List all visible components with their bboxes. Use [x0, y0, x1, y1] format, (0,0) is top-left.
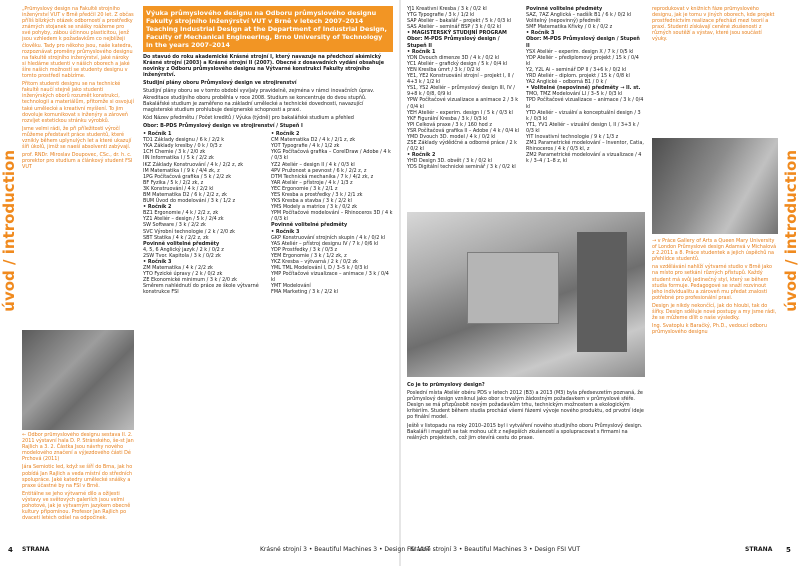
- footer-text-left: Krásné strojní 3 • Beautiful Machines 3 • Design FSI VUT: [260, 546, 431, 553]
- course-line: YMT Modelování: [271, 283, 311, 290]
- intro-lead: Do stavuó do roku akademické Krásné strojní I, který navazuje na předchozí akémický Krásné strojní (2003) a Krásné strojní II (2007). Obecné z dosavadních vydání obsahuje novinky z Odboru průmyslového designu na Výtvarné konstrukci Fakulty strojního inženýrství.: [143, 54, 385, 79]
- course-line: ZM1 Parametrické modelování – Inventor, Catia, Rhinoceros / 4 k / 0/3 kl, z: [526, 140, 644, 153]
- course-line: 1CH Chemie / 3 k / 2/0 zk: [143, 149, 206, 156]
- course-line: 2SW Tvor. Kapitola / 3 k / 0/2 zk: [143, 252, 221, 259]
- course-line: BF Fyzika / 5 k / 2/2 zk, z: [143, 179, 204, 186]
- course-list-electives: [526, 6, 644, 164]
- column-intro: [22, 6, 134, 332]
- column-what-is-design: [407, 382, 645, 540]
- footer-brand-right: [745, 544, 772, 556]
- course-line: TPD Počítačové vizualizace – animace / 3 k / 0/4 kl: [526, 97, 644, 110]
- photo-detail-figure: [577, 232, 627, 352]
- course-line: YEC Ergonomie / 3 k / 2/1 z: [271, 185, 338, 192]
- course-lists-bachelor: [143, 131, 393, 296]
- course-line: TD1 Základy designu / 6 k / 2/2 k: [143, 137, 225, 144]
- course-line: YMD Dvouch 3D. model / 4 k / 0/2 kl: [407, 133, 496, 140]
- footer-brand-name-right: STRANA: [745, 546, 773, 553]
- course-line: ZM Matematika / 4 k / 2/2 zk: [143, 265, 213, 272]
- course-line: YT1, YV1 Ateliér – vizuální design I, II / 3+3 k / 0/3 kl: [526, 121, 639, 134]
- right-paragraph-3: Design je nikdy nekončící, jak do hloubi, tak do šířky. Design sděluje nové postupy a my jsme rádi, že se můžeme dílít o naše výsledky.: [652, 302, 777, 322]
- section-heading-studyplans: Studijní plány oboru Průmyslový design ve strojirenství: [143, 80, 297, 87]
- heading-what-is-design: Co je to průmyslový design?: [407, 382, 485, 388]
- intro-paragraph-3: Jsme velmi rádi, že při příležitosti výročí můžeme představit práce studentů, které vznikly během uplynulých let a které ukazují šíři úkolů, jimiž se naeší absolventi zabývají.: [22, 125, 132, 151]
- column-right-text: [652, 6, 778, 136]
- course-list-master: [407, 6, 519, 171]
- course-line: YTO Fyzické úpravy / 2 k / 0/2 zk: [143, 271, 223, 278]
- intro-paragraph-1: „Průmyslový design na Fakultě strojního inženýrství VUT v Brně předčil 20 let. Z občas příliš blízkých otázek odborností a prostředky známých stojanek se snášky roážeme pro své pohyby, zábou účinnou plasticitou, jenž jsou vzhledem k požadavkům co nejblížeji člověku. Tady pro někoho jsou, naše katedra, rozpoznávat proměny průmyslového designu na fakultě strojního inženýrství, jaké nároky si hledáme studenti v nášich oborech a jaké šíre našich možností se studenty designu v tomto prostředí nabízíme.: [22, 6, 134, 80]
- course-line: CM Matematika D2 / 4 k / 2/1 z, zk: [271, 137, 356, 144]
- course-line: • MAGISTERSKÝ STUDIJNÍ PROGRAM: [407, 30, 507, 37]
- rajlich-paragraph-2: Entitálne se jeho výtvarné dílo a ožijesti výstavy ve světových galeriích jsou velmi pohotové, jak je výtvarným jazykem obecně kultury připomínou. Profesor Jan Rajlich po dvaceti letéch odšel na odpočinek.: [22, 490, 131, 522]
- column-master-electives: [526, 6, 644, 216]
- course-line: SVC Výrobní technologie / 2 k / 2/0 zk: [143, 228, 236, 235]
- course-line: Volitelný (nepovinný) předmět: [526, 18, 601, 25]
- course-line: • Ročník 3: [526, 30, 555, 37]
- course-line: YA2 Anglické – odborná B1 / 0 k /: [526, 79, 607, 86]
- course-line: • Ročník 2: [271, 131, 300, 138]
- course-line: IM Matematika I / 9 k / 4/4 zk, z: [143, 167, 220, 174]
- course-line: YZ1 Ateliér – design / 5 k / 2/4 zk: [143, 216, 224, 223]
- course-line: YAR Ateliér – přístroje / 4 k / 1/3 z: [271, 179, 353, 186]
- course-line: TMO, TMZ Modelování LI / 3–5 k / 0/3 kl: [526, 91, 623, 98]
- design-paragraph-2: Ještě v listopadu na roky 2010–2015 byl i vytváření nového studijního oboru Průmyslový design. Bakaláři i magistři se tak mohou učit z nejlepších zkušeností a spolupracovat s firmami na reálných projektech, což jim otevírá cestu do praxe.: [407, 422, 643, 441]
- course-line: YDP Prostředky / 3 k / 0/3 z: [271, 246, 338, 253]
- course-line: YOT Typografie / 4 k / 1/2 zk: [271, 143, 340, 150]
- course-line: SW Software / 3 k / 2/2 zk: [143, 222, 206, 229]
- course-line: YES Kresba a prostředky / 3 k / 2/1 zk: [271, 191, 363, 198]
- course-line: IIN Informatika I / 5 k / 2/2 zk: [143, 155, 214, 162]
- course-line: • Ročník 2: [407, 152, 436, 159]
- course-list-b: [271, 131, 393, 296]
- course-line: SAP Ateliér – bakalář – projekt / 5 k / 0/3 kl: [407, 18, 512, 25]
- course-line: YDS Digitální technické seminář / 3 k / 0/2 kl: [407, 164, 516, 171]
- course-line: YHD Design 3D. obvět / 3 k / 0/2 kl: [407, 158, 492, 165]
- course-list-a: [143, 131, 265, 296]
- course-line: YRD Ateliér – diplom. projekt / 15 k / 0/8 kl: [526, 73, 630, 80]
- section-label-right: úvod / introduction: [782, 150, 800, 312]
- course-line: YDN Dvouch dimenze 3D / 4 k / 0/2 kl: [407, 54, 500, 61]
- right-paragraph-2: na vzdělávání nahlíží výtvarné studio v Brně jako na místo pro setkání různých přístupů. Každý student má svůj jedinečný styl, který se během studia formuje. Pedagogové se snaží rozvinout jeho individualitu a zároveň mu předat znalosti potřebné pro profesionální praxi.: [652, 264, 773, 301]
- course-line: 5MF Matematika Křivky / 0 k / 0/2 z: [526, 24, 613, 31]
- course-line: YTD Ateliér – vizuální a konceptuální design / 3 k / 0/3 kl: [526, 109, 641, 122]
- course-line: • Ročník 3: [143, 259, 172, 265]
- course-line: FMA Marketing / 3 k / 2/2 kl: [271, 289, 338, 296]
- photo-exhibition-right: [652, 138, 778, 234]
- right-signature: Ing. Svatoplu k Baračký, Ph.D., vedoucí odboru průmyslového designu: [652, 323, 767, 336]
- column-curriculum: [143, 6, 393, 538]
- course-line: YSX Ateliér – experim. design X / 7 k / 0/5 kl: [526, 48, 634, 55]
- footer-text-right: Krásné strojní 3 • Beautiful Machines 3 • Design FSI VUT: [410, 546, 581, 553]
- course-line: SAS Ateliér – seminář BSP / 3 k / 0/2 kl: [407, 24, 501, 31]
- course-line: YIT Inovativní technologie / 9 k / 1/3 z: [526, 133, 619, 140]
- course-line: YPI Celková praxe / 3 k / 160 hod z: [407, 121, 492, 128]
- course-line: YEN Kreslba úmrt / 3 k / 0/2 kl: [407, 66, 481, 73]
- obor-heading-bachelor: Obor: B-PDS Průmyslový design ve strojirenství / Stupeň I: [143, 122, 303, 129]
- course-line: 3K Konstruování / 4 k / 2/2 kl: [143, 185, 214, 192]
- course-line: Směrem nahlédnutí do práce ze škole výtvarné konstrukce FSI: [143, 283, 259, 296]
- course-line: Y2, Y2L Ai – seminář DP II / 3+6 k / 0/2 kl: [526, 66, 627, 73]
- course-line: YZ2 Ateliér – design II / 4 k / 0/3 kl: [271, 161, 355, 168]
- photo-studio-top: [407, 212, 645, 377]
- course-line: YPM Počítačové modelování – Rhinoceros 3D / 4 k / 0/3 kl: [271, 210, 393, 223]
- course-line: ZSE Základy výdědčné a odborné práce / 2 k / 0/2 kl: [407, 140, 517, 153]
- photo-caption-left: ← Odbor průmyslového designu sestava II. 2. 2011 výstavní hala D. P. Stránského, še-st Jan Rajlich a 3. 2. Částka Jsou návrhy nového modelového značení a výjezdového části Dé Prchová (2011): [22, 432, 134, 463]
- spine-divider: [399, 0, 401, 566]
- column-right-lower: [652, 238, 778, 540]
- course-line: YS1, YS2 Ateliér – průmyslový design III, IV / 9+8 k / 0/8, 0/9 kl: [407, 85, 515, 98]
- course-line: Obor: M-PDS Průmyslový design / Stupeň II: [526, 36, 640, 49]
- course-line: GKP Konstruování strojních skupin / 4 k / 0/2 kl: [271, 234, 386, 241]
- course-line: YE1, YE2 Konstruování strojní – projekt I, II / 4+3 k / 1/2 kl: [407, 73, 514, 86]
- course-line: • Ročník 3: [271, 228, 300, 235]
- course-line: YKZ Kresba – výtvarná / 2 k / 0/2 zk: [271, 259, 358, 265]
- course-line: Obor: M-PDS Průmyslový design / Stupeň II: [407, 36, 500, 49]
- course-line: YC1 Ateliér – grafický design / 5 k / 0/4 kl: [407, 60, 508, 67]
- column-master-program: [407, 6, 519, 216]
- section-label-left: úvod / introduction: [0, 150, 18, 312]
- headline-banner: Výuka průmyslového designu na Odboru průmyslového designu Fakulty strojního inženýrství VUT v Brně v letech 2007–2014 Teaching Industrial Design at the Department of Industrial Design, Faculty of Mechanical Engineering, Brno University of Technology in the years 2007–2014: [143, 6, 393, 52]
- course-line: YDP Ateliér – přediplomový projekt / 15 k / 0/4 kl: [526, 54, 639, 67]
- photo-exhibition-left: [22, 330, 134, 430]
- course-line: IKZ Základy Konstruování / 4 k / 2/2 z, zk: [143, 161, 244, 168]
- course-line: YJ1 Kreativní Kresba / 3 k / 0/2 kl: [407, 6, 487, 12]
- page-number-left: 4: [8, 546, 13, 554]
- course-line: • Volitelné (nepovinné) předměty → II. st.: [526, 85, 641, 92]
- course-line: Povinně volitelné předměty: [143, 240, 220, 247]
- course-line: BM Matematika D2 / 6 k / 2/2 z, zk: [143, 191, 227, 198]
- course-line: Povinně volitelné předměty: [271, 222, 348, 229]
- course-line: SBT Statika / 4 k / 2/2 z, zk: [143, 234, 209, 241]
- footer-brand-name-left: STRANA: [22, 546, 50, 553]
- course-line: YKA Základy kreslby / 0 k / 0/3 z: [143, 143, 222, 150]
- course-line: YML TML Modelování I, D / 3–5 k / 0/3 kl: [271, 265, 369, 272]
- studyplans-body: Studijní plány oboru se v tomto období vyvíjaly pravidelně, zejména v rámci inovačních úprav. Akreditace studijního oboru proběhla v roce 2008. Studium se koncentruje do dvou stupňů. Bakalářské studium je zaměřeno na základní umělecké a technické dovednosti, navazující magisterské studium prohlubuje designerské schopnosti a praxi.: [143, 88, 375, 113]
- course-line: Povinně volitelné předměty: [526, 6, 603, 12]
- course-line: • Ročník 1: [143, 131, 172, 138]
- course-line: ZE Ekonomické minimum / 3 k / 2/0 zk: [143, 277, 237, 284]
- course-line: DTM Technická mechanika / 7 k / 4/2 zk, z: [271, 173, 374, 180]
- course-line: ZM2 Parametrické modelování a vizualizace / 4 k / 3–4 / 1–8 z, kl: [526, 152, 642, 165]
- course-line: 4PV Pružonost a pevnost / 6 k / 2/2 z, z: [271, 167, 367, 174]
- column-intro-lower: [22, 432, 134, 540]
- course-line: YEH Ateliér – experim. design I / 5 k / 0/3 kl: [407, 109, 513, 116]
- footer-brand-left: [22, 544, 49, 556]
- photo-detail-board: [467, 252, 559, 324]
- course-line: YEM Ergonomie / 3 k / 1/2 zk, z: [271, 252, 347, 259]
- course-line: BZ1 Ergonomie / 4 k / 2/2 z, zk: [143, 210, 219, 217]
- intro-signature: prof. RNDr. Miroslav Doupovec, CSc., dr. h. c. prorektor pro studium a článkový student FSI VUT: [22, 152, 133, 171]
- course-line: • Ročník 1: [407, 48, 436, 55]
- course-line: YKF Figurální Kresba / 3 k / 0/3 kl: [407, 115, 488, 122]
- course-line: YKG Počítačová grafika – CorelDraw / Adobe / 4 k / 0/3 kl: [271, 149, 391, 162]
- course-line: YKS Kresba a stavba / 3 k / 2/2 kl: [271, 198, 352, 205]
- course-line: YSR Počítačová grafika II – Adobe / 4 k / 0/4 kl: [407, 127, 519, 134]
- page-number-right: 5: [786, 546, 791, 554]
- rajlich-paragraph-1: Jára Semiotic led, když se šíří do Brna, jak ho pobídá Jan Rajlich a veda místní do středních spolupráce. Jaké katedry umělecké snášky a praxe účastné by na FSI v Brně.: [22, 464, 133, 489]
- course-line: SAZ, 7AZ Anglická – nadšík B1 / 6 k / 0/2 kl: [526, 12, 632, 19]
- intro-paragraph-2: Přitom studenti designu se na technické fakultě naučí stejně jako studenti inženýrských oborů rozumět konstrukci, technologii a materiálům, přitomže si osvojují také umělecké a kreativní myšlení. To jim dovoluje komunikovat s inženýry a zároveň rozvíjet estetickou stránku výrobků.: [22, 81, 134, 124]
- design-paragraph-1: Poslední místa Ateliér obéru PDS v letech 2012 (B3) a 2013 (M3) byla předsevzetím poznaná, že průmyslový design vzniknul jako obor s trvalým žádostným požadavkem v průmyslové sféře. Design se má přizpůsobit novým požadavkům trhu, technickým možnostem a ekologickým kritériím. Student během studia prochází všemi fázemi vývoje nového produktu, od prvotní ideje po finální model.: [407, 390, 644, 421]
- course-line: YMP Počítačové vizualizace – animace / 3 k / 0/4 kl: [271, 271, 389, 284]
- course-line: 4, 5, 6 Anglický jazyk / 2 k / 0/2 z: [143, 246, 224, 253]
- right-paragraph-1: reprodukovat v knižních fáze průmyslového designu, jak je tomu v jiných oborech, kde projekt prostřednictvím realizace přechází mezi teorií a praxí. Studenti získávají ceněné zkušenosti z různých soutěží a výstav, které jsou součástí výuky.: [652, 6, 775, 43]
- course-line: 1PG Počítačová grafika / 5 k / 2/2 zk: [143, 173, 232, 180]
- photo-caption-right: → v Práce Gallery of Arts a Queen Mary University of London Průmyslové design Adamvá v Michalová z 2.2011 a 8. Práce studentek a jejich úspěchů na přehlídce studentů.: [652, 238, 777, 263]
- course-line: YTG Typografie / 3 k / 1/2 kl: [407, 12, 475, 19]
- course-line: YMS Modely a matrice / 3 k / 0/2 zk: [271, 204, 358, 211]
- course-code-header: Kód Název předmětu / Počet kreditů / Výuka (týdně) pro bakalářské studium a přehled: [143, 114, 354, 121]
- course-line: BUM Úvod do modelování / 3 k / 1/2 z: [143, 198, 236, 205]
- course-line: YAS Ateliér – přístroj designu IV / 7 k / 0/6 kl: [271, 240, 379, 247]
- course-line: • Ročník 2: [143, 204, 172, 211]
- course-line: YPW Počítačové vizualizace a animace 2 / 3 k / 0/4 kl: [407, 97, 519, 110]
